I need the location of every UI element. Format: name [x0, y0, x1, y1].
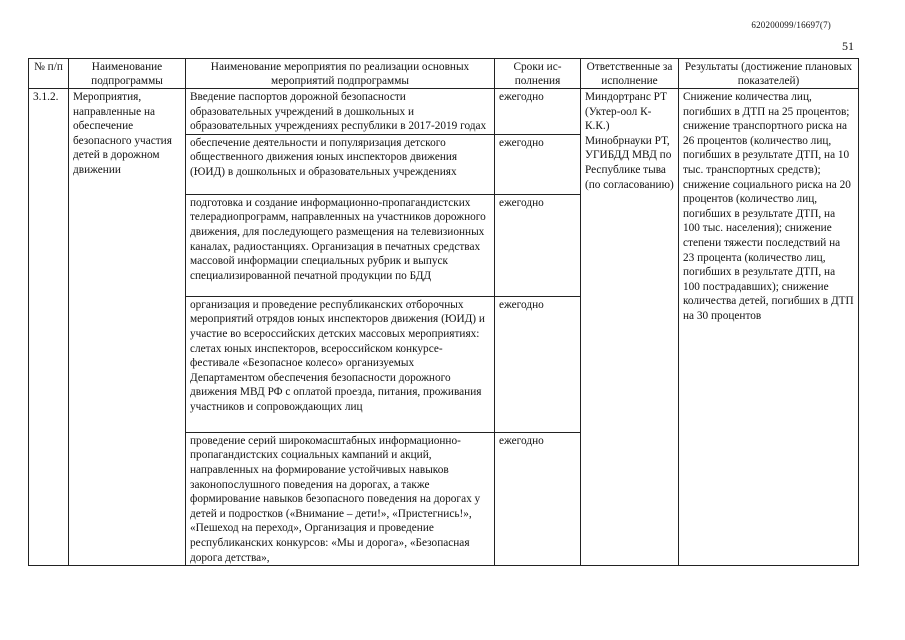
- row-number: 3.1.2.: [29, 89, 69, 566]
- activity-term: ежегодно: [495, 432, 581, 565]
- col-header-responsible: Ответственные за исполнение: [581, 59, 679, 89]
- activity-term: ежегодно: [495, 194, 581, 296]
- document-id: 620200099/16697(7): [751, 20, 831, 30]
- page-number: 51: [842, 39, 854, 53]
- table-row: [29, 89, 859, 135]
- results-text: Снижение количества лиц, погибших в ДТП на 25 процентов; снижение транспортного риска на 26 процентов (количество лиц, погибших в результате ДТП, на 10 тыс. транспортных средств); снижение социального риска на 20 процентов (количество лиц, погибших в результате ДТП, на 100 тыс. населения); снижение степени тяжести последствий на 23 процента (количество лиц, погибших в результате ДТП, на 100 пострадавших); снижение количества детей, погибших в ДТП на 30 процентов: [679, 89, 859, 566]
- measures-table: [28, 58, 859, 566]
- table-header-row: [29, 59, 859, 89]
- activity-term: ежегодно: [495, 89, 581, 135]
- col-header-subprogram: Наименование подпрограммы: [69, 59, 186, 89]
- col-header-number: № п/п: [29, 59, 69, 89]
- activity-term: ежегодно: [495, 296, 581, 432]
- activity-text: организация и проведение республиканских отборочных мероприятий отрядов юных инспекторов движения (ЮИД) и участие во всероссийских детских массовых мероприятиях: слетах юных инспекторов, всероссийском конкурсе-фестивале «Безопасное колесо» организуемых Департаментом обеспечения безопасности дорожного движения МВД РФ с оплатой проезда, питания, проживания участников и сопровождающих лиц: [186, 296, 495, 432]
- responsible-parties: Миндортранс РТ (Уктер-оол К-К.К.) Минобрнауки РТ, УГИБДД МВД по Республике тыва (по согласованию): [581, 89, 679, 566]
- col-header-term: Сроки ис-полнения: [495, 59, 581, 89]
- activity-text: проведение серий широкомасштабных информационно-пропагандистских социальных кампаний и акций, направленных на формирование устойчивых навыков законопослушного поведения на дорогах, а также формирование навыков безопасного поведения на дорогах у детей и подростков («Внимание – дети!», «Пристегнись!», «Пешеход на переход», Организация и проведение республиканских конкурсов: «Мы и дорога», «Безопасная дорога детства»,: [186, 432, 495, 565]
- activity-text: обеспечение деятельности и популяризация детского общественного движения юных инспекторов движения (ЮИД) в дошкольных и образовательных учреждениях: [186, 134, 495, 194]
- activity-term: ежегодно: [495, 134, 581, 194]
- col-header-results: Результаты (достижение плановых показателей): [679, 59, 859, 89]
- col-header-activity: Наименование мероприятия по реализации основных мероприятий подпрограммы: [186, 59, 495, 89]
- activity-text: Введение паспортов дорожной безопасности образовательных учреждений в дошкольных и образовательных учреждениях республики в 2017-2019 годах: [186, 89, 495, 135]
- subprogram-name: Мероприятия, направленные на обеспечение безопасного участия детей в дорожном движении: [69, 89, 186, 566]
- activity-text: подготовка и создание информационно-пропагандистских телерадиопрограмм, направленных на участников дорожного движения, для последующего размещения на телевизионных каналах, радиостанциях. Организация в печатных средствах массовой информации специальных рубрик и выпуск специализированной печатной продукции по БДД: [186, 194, 495, 296]
